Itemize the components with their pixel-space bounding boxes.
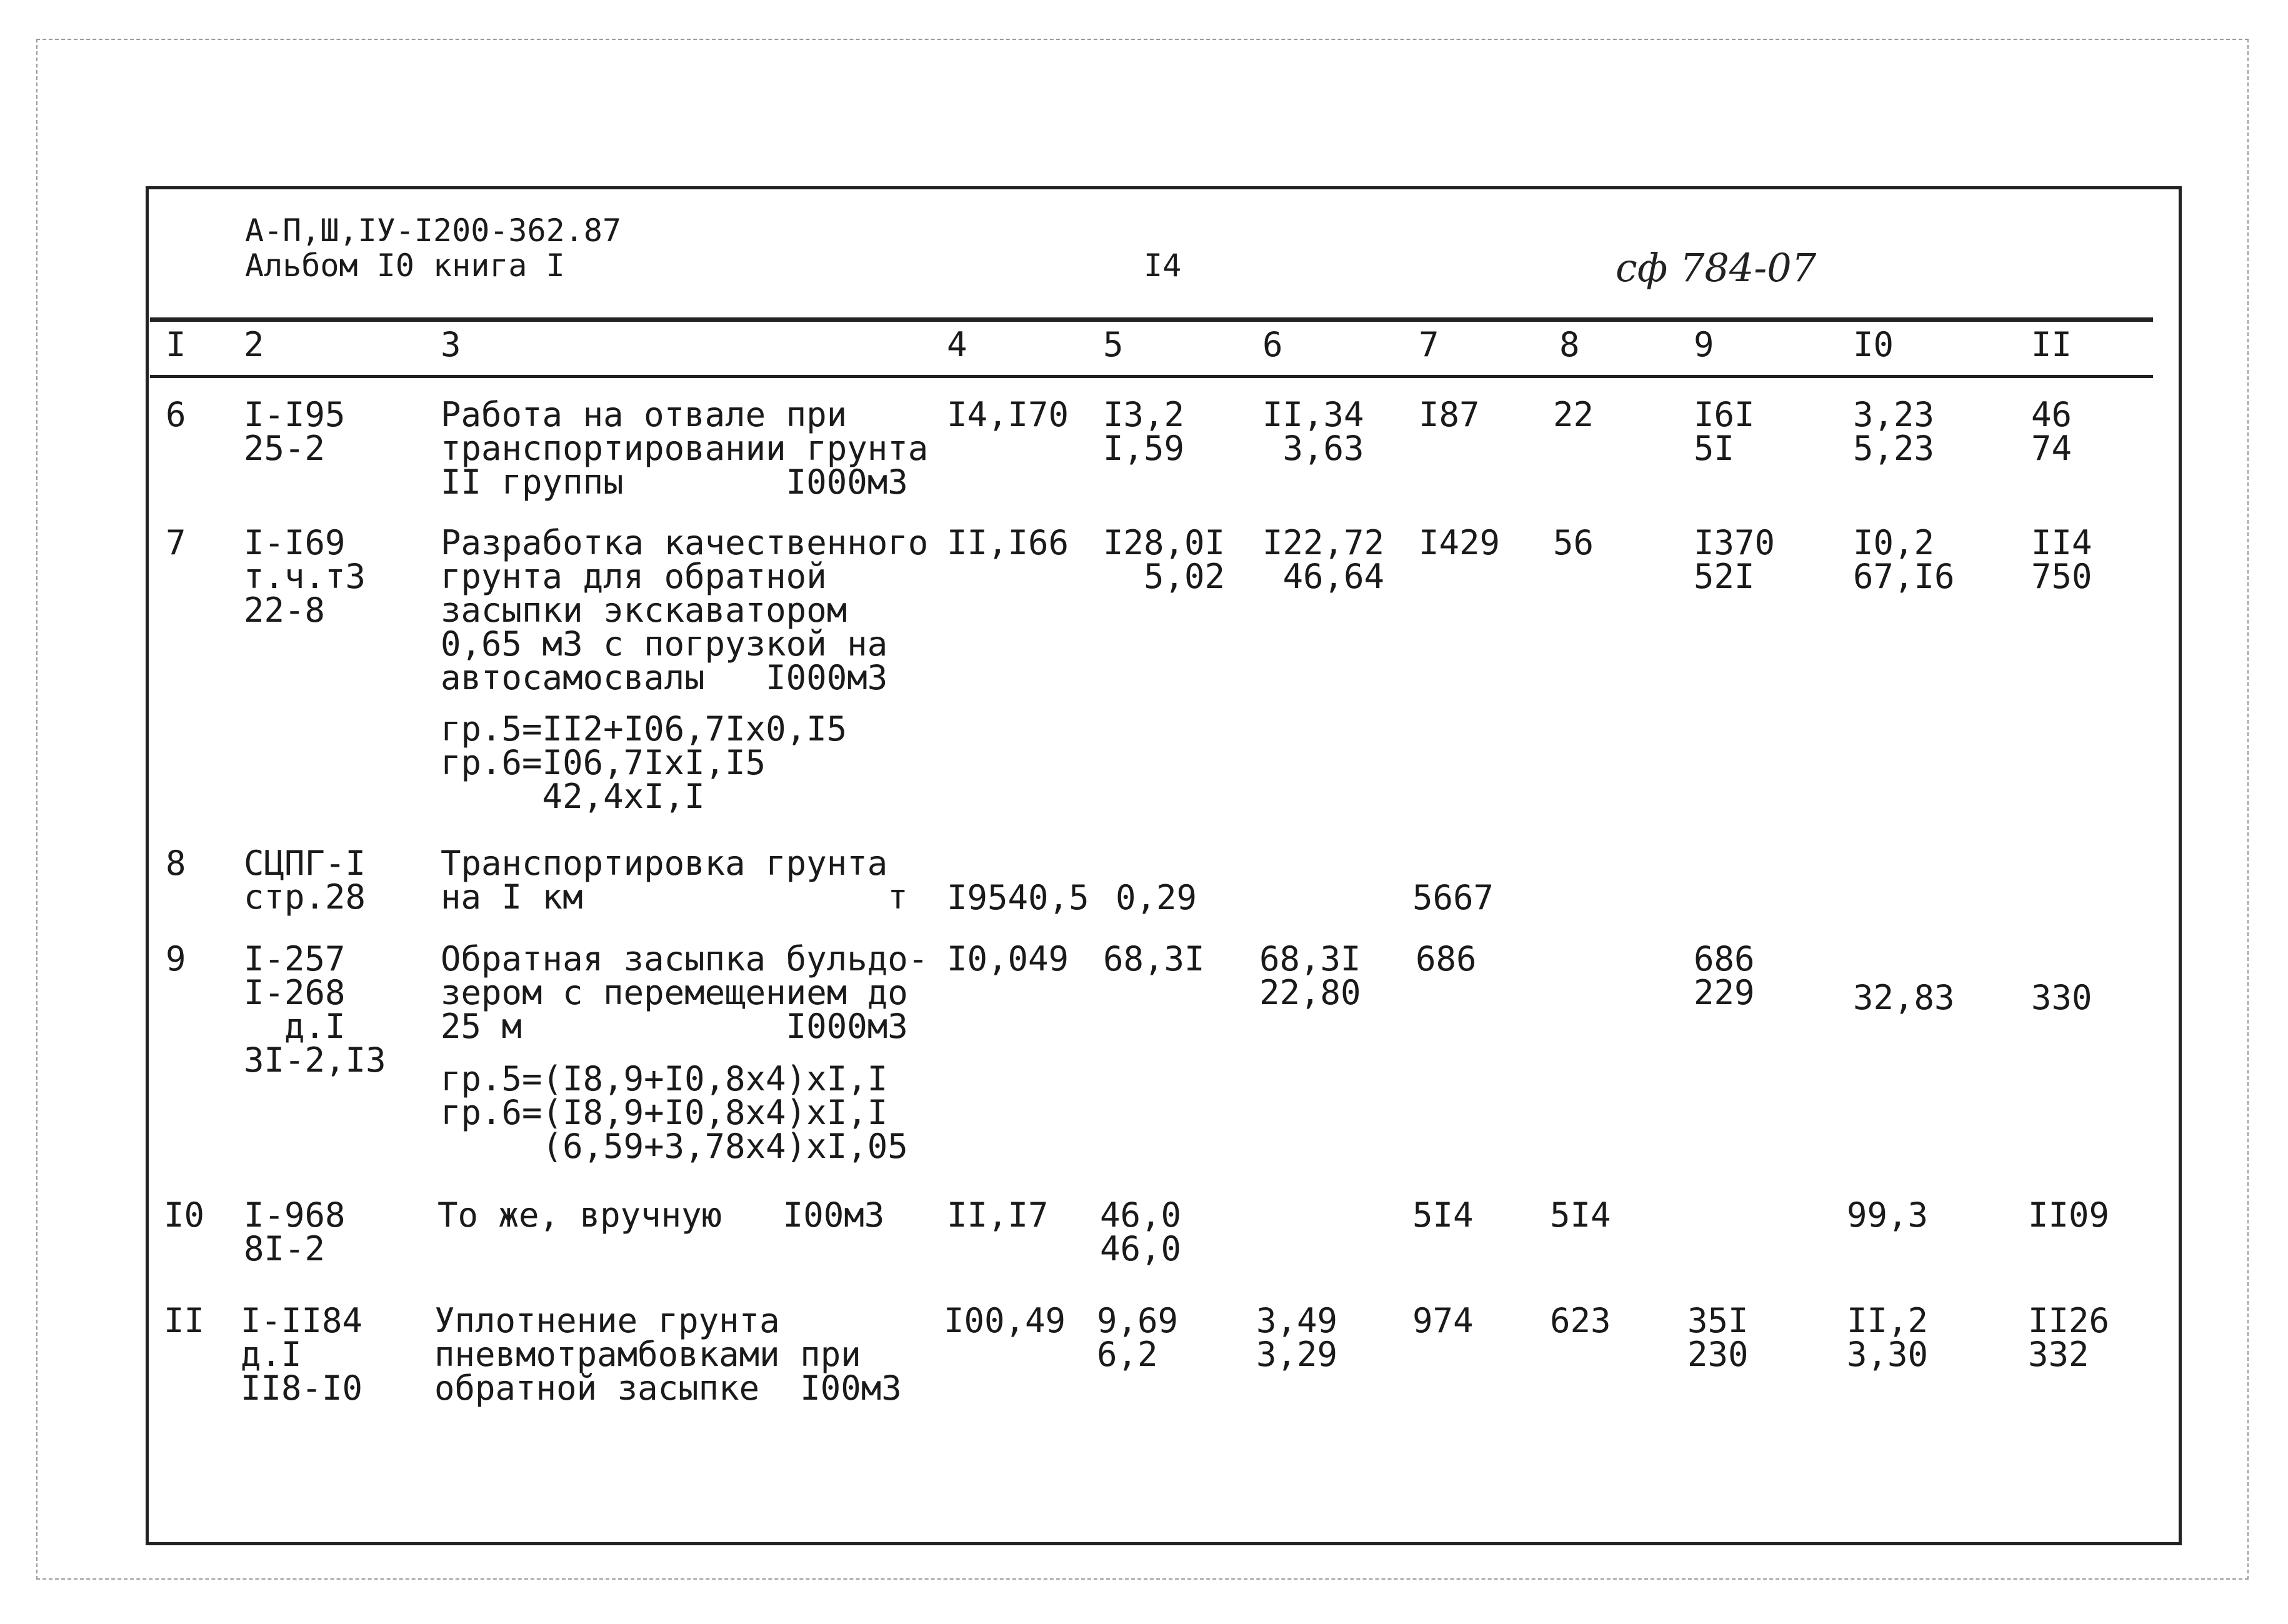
col10-value: 99,3 (1847, 1195, 1929, 1235)
norm-code: I-257 I-268 д.I 3I-2,I3 (244, 939, 386, 1080)
col4-value: I0,049 (947, 939, 1069, 979)
norm-code: I-I95 25-2 (244, 395, 346, 468)
col4-value: II,I66 (947, 523, 1069, 562)
col11-value: II4 750 (2031, 523, 2092, 596)
col6-value: 3,49 3,29 (1256, 1301, 1338, 1374)
col5-value: I28,0I 5,02 (1103, 523, 1226, 596)
col7-value: I87 (1419, 395, 1480, 434)
col5-value: 68,3I (1103, 939, 1205, 979)
page-number: I4 (1144, 247, 1182, 284)
col8-value: 56 (1553, 523, 1594, 562)
col10-value: 3,23 5,23 (1853, 395, 1935, 468)
col9-value: I370 52I (1694, 523, 1776, 596)
col11-value: 330 (2031, 978, 2092, 1017)
col8-value: 22 (1553, 395, 1594, 434)
work-description: То же, вручную I00м3 (437, 1195, 885, 1235)
col-number-11: II (2031, 325, 2072, 364)
row-number: II (164, 1301, 205, 1340)
col8-value: 5I4 (1550, 1195, 1611, 1235)
col4-value: I00,49 (944, 1301, 1066, 1340)
col-number-2: 2 (244, 325, 264, 364)
col-number-10: I0 (1853, 325, 1894, 364)
col5-value: 0,29 (1116, 878, 1197, 917)
col11-value: II26 332 (2028, 1301, 2110, 1374)
col7-value: 5I4 (1412, 1195, 1474, 1235)
handwritten-note: сф 784-07 (1616, 245, 1817, 291)
col6-value: 68,3I 22,80 (1259, 939, 1361, 1012)
col4-value: I4,I70 (947, 395, 1069, 434)
row-number: 7 (166, 523, 186, 562)
col-number-8: 8 (1559, 325, 1580, 364)
col-number-7: 7 (1419, 325, 1439, 364)
col-number-1: I (166, 325, 186, 364)
col6-value: I22,72 46,64 (1262, 523, 1385, 596)
col5-value: 46,0 46,0 (1100, 1195, 1182, 1268)
col9-value: 35I 230 (1687, 1301, 1749, 1374)
col-number-9: 9 (1694, 325, 1714, 364)
row-number: 8 (166, 844, 186, 883)
calculation-note: гр.5=(I8,9+I0,8х4)хI,I гр.6=(I8,9+I0,8х4)хI,I (6,59+3,78х4)хI,05 (441, 1059, 908, 1166)
col-number-5: 5 (1103, 325, 1124, 364)
col7-value: 686 (1416, 939, 1477, 979)
row-number: 9 (166, 939, 186, 979)
work-description: Обратная засыпка бульдо- зером с перемещением до 25 м I000м3 (441, 939, 929, 1046)
col4-value: I9540,5 (947, 878, 1089, 917)
norm-code: I-968 8I-2 (244, 1195, 346, 1268)
col10-value: II,2 3,30 (1847, 1301, 1929, 1374)
col-number-4: 4 (947, 325, 967, 364)
col8-value: 623 (1550, 1301, 1611, 1340)
col11-value: 46 74 (2031, 395, 2072, 468)
col4-value: II,I7 (947, 1195, 1049, 1235)
work-description: Уплотнение грунта пневмотрамбовками при обратной засыпке I00м3 (434, 1301, 902, 1408)
col10-value: I0,2 67,I6 (1853, 523, 1955, 596)
album-label: Альбом I0 книга I (245, 247, 565, 284)
norm-code: СЦПГ-I стр.28 (244, 844, 366, 917)
header-bottom-rule (150, 375, 2153, 378)
norm-code: I-I69 т.ч.т3 22-8 (244, 523, 366, 630)
col5-value: 9,69 6,2 (1097, 1301, 1179, 1374)
work-description: Разработка качественного грунта для обратной засыпки экскаватором 0,65 м3 с погрузкой на автосамосвалы I000м3 (441, 523, 929, 697)
col5-value: I3,2 I,59 (1103, 395, 1185, 468)
col9-value: I6I 5I (1694, 395, 1755, 468)
col7-value: I429 (1419, 523, 1501, 562)
col7-value: 5667 (1412, 878, 1494, 917)
col7-value: 974 (1412, 1301, 1474, 1340)
calculation-note: гр.5=II2+I06,7Iх0,I5 гр.6=I06,7IхI,I5 42,4хI,I (441, 709, 847, 816)
col-number-3: 3 (441, 325, 461, 364)
col6-value: II,34 3,63 (1262, 395, 1364, 468)
col10-value: 32,83 (1853, 978, 1955, 1017)
norm-code: I-II84 д.I II8-I0 (241, 1301, 363, 1408)
document-code: А-П,Ш,IУ-I200-362.87 (245, 212, 622, 249)
header-top-rule (150, 317, 2153, 322)
col-number-6: 6 (1262, 325, 1283, 364)
col11-value: II09 (2028, 1195, 2110, 1235)
col9-value: 686 229 (1694, 939, 1755, 1012)
row-number: 6 (166, 395, 186, 434)
work-description: Транспортировка грунта на I км т (441, 844, 908, 917)
row-number: I0 (164, 1195, 205, 1235)
work-description: Работа на отвале при транспортировании грунта II группы I000м3 (441, 395, 929, 502)
